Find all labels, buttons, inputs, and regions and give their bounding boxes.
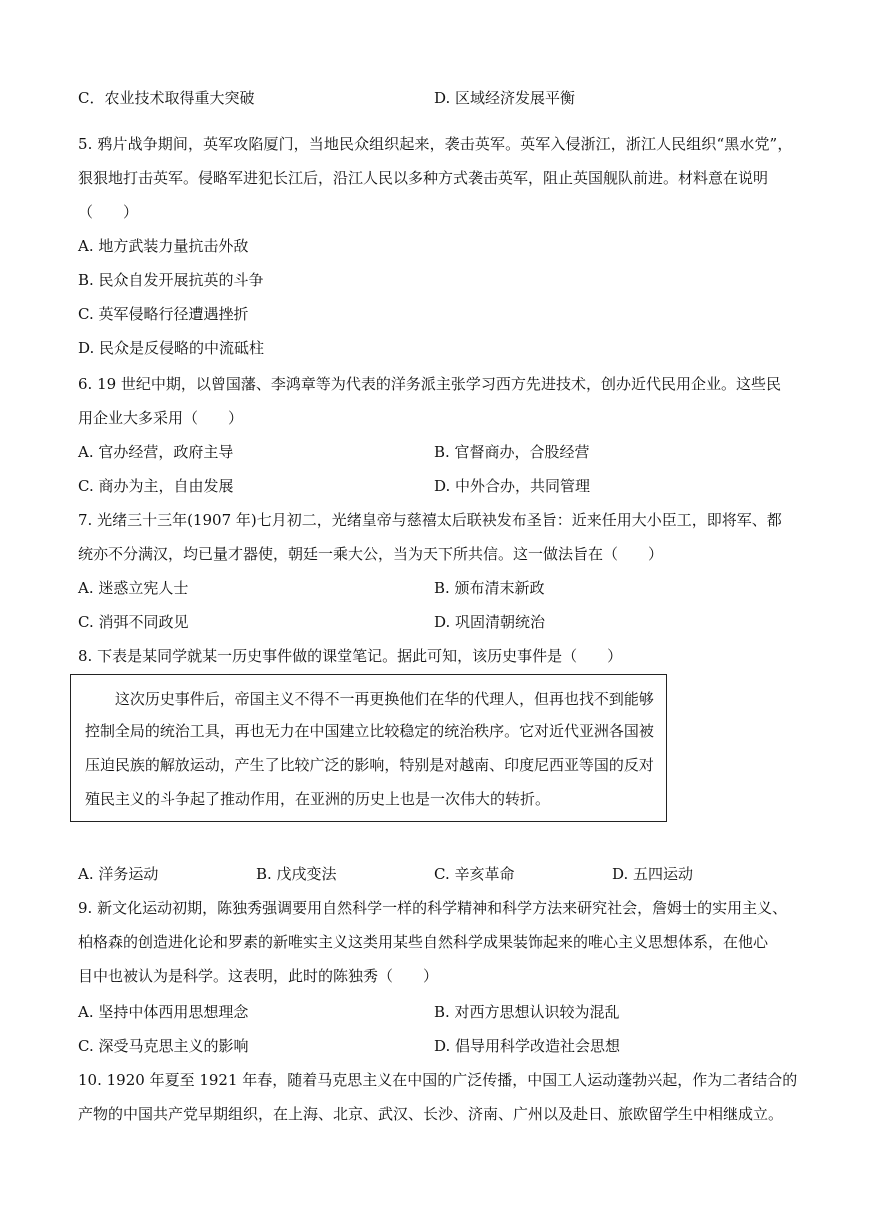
q10-stem-line2: 产物的中国共产党早期组织，在上海、北京、武汉、长沙、济南、广州以及赴日、旅欧留学生中相继成立。 <box>78 1105 784 1123</box>
q9-stem-line2: 柏格森的创造进化论和罗素的新唯实主义这类用某些自然科学成果装饰起来的唯心主义思想体系，在他心 <box>78 933 769 951</box>
q10-stem-line1: 10. 1920 年夏至 1921 年春，随着马克思主义在中国的广泛传播，中国工人运动蓬勃兴起，作为二者结合的 <box>78 1071 798 1089</box>
q5-option-d: D. 民众是反侵略的中流砥柱 <box>78 339 265 357</box>
q8-option-d: D. 五四运动 <box>612 865 694 883</box>
q7-option-d: D. 巩固清朝统治 <box>434 613 546 631</box>
q9-option-b: B. 对西方思想认识较为混乱 <box>434 1003 620 1021</box>
q7-stem-line2: 统亦不分满汉，均已量才器使，朝廷一乘大公，当为天下所共信。这一做法旨在（ ） <box>78 545 664 563</box>
q7-option-b: B. 颁布清末新政 <box>434 579 545 597</box>
q5-stem-line2: 狠狠地打击英军。侵略军进犯长江后，沿江人民以多种方式袭击英军，阻止英国舰队前进。材料意在说明 <box>78 169 769 187</box>
q7-option-c: C. 消弭不同政见 <box>78 613 189 631</box>
q8-material-line: 殖民主义的斗争起了推动作用，在亚洲的历史上也是一次伟大的转折。 <box>85 790 551 808</box>
q8-material-line: 这次历史事件后，帝国主义不得不一再更换他们在华的代理人，但再也找不到能够 <box>85 690 654 708</box>
q6-option-a: A. 官办经营，政府主导 <box>78 443 234 461</box>
q8-option-b: B. 戊戌变法 <box>256 865 337 883</box>
q8-material-line: 压迫民族的解放运动，产生了比较广泛的影响，特别是对越南、印度尼西亚等国的反对 <box>85 756 654 774</box>
q9-stem-line3: 目中也被认为是科学。这表明，此时的陈独秀（ ） <box>78 967 439 985</box>
q5-option-b: B. 民众自发开展抗英的斗争 <box>78 271 264 289</box>
q5-stem-line1: 5. 鸦片战争期间，英军攻陷厦门，当地民众组织起来，袭击英军。英军入侵浙江，浙江人民组织“黑水党”， <box>78 135 793 153</box>
q9-stem-line1: 9. 新文化运动初期，陈独秀强调要用自然科学一样的科学精神和科学方法来研究社会，詹姆士的实用主义、 <box>78 899 788 917</box>
q6-option-c: C. 商办为主，自由发展 <box>78 477 234 495</box>
q9-option-c: C. 深受马克思主义的影响 <box>78 1037 249 1055</box>
q9-option-d: D. 倡导用科学改造社会思想 <box>434 1037 621 1055</box>
q5-stem-line3: （ ） <box>78 203 139 221</box>
q6-stem-line1: 6. 19 世纪中期，以曾国藩、李鸿章等为代表的洋务派主张学习西方先进技术，创办近代民用企业。这些民 <box>78 375 781 393</box>
q8-stem-line1: 8. 下表是某同学就某一历史事件做的课堂笔记。据此可知，该历史事件是（ ） <box>78 647 623 665</box>
q5-option-a: A. 地方武装力量抗击外敌 <box>78 237 249 255</box>
q8-option-c: C. 辛亥革命 <box>434 865 515 883</box>
q4-option-c: C．农业技术取得重大突破 <box>78 89 255 107</box>
q6-option-d: D. 中外合办，共同管理 <box>434 477 591 495</box>
q5-option-c: C. 英军侵略行径遭遇挫折 <box>78 305 249 323</box>
q9-option-a: A. 坚持中体西用思想理念 <box>78 1003 249 1021</box>
q8-material-box <box>70 674 667 822</box>
q4-option-d: D. 区域经济发展平衡 <box>434 89 576 107</box>
q6-stem-line2: 用企业大多采用（ ） <box>78 409 244 427</box>
q8-option-a: A. 洋务运动 <box>78 865 159 883</box>
q7-option-a: A. 迷惑立宪人士 <box>78 579 189 597</box>
q7-stem-line1: 7. 光绪三十三年(1907 年)七月初二，光绪皇帝与慈禧太后联袂发布圣旨：近来任用大小臣工，即将军、都 <box>78 511 782 529</box>
q6-option-b: B. 官督商办，合股经营 <box>434 443 590 461</box>
q8-material-line: 控制全局的统治工具，再也无力在中国建立比较稳定的统治秩序。它对近代亚洲各国被 <box>85 722 654 740</box>
